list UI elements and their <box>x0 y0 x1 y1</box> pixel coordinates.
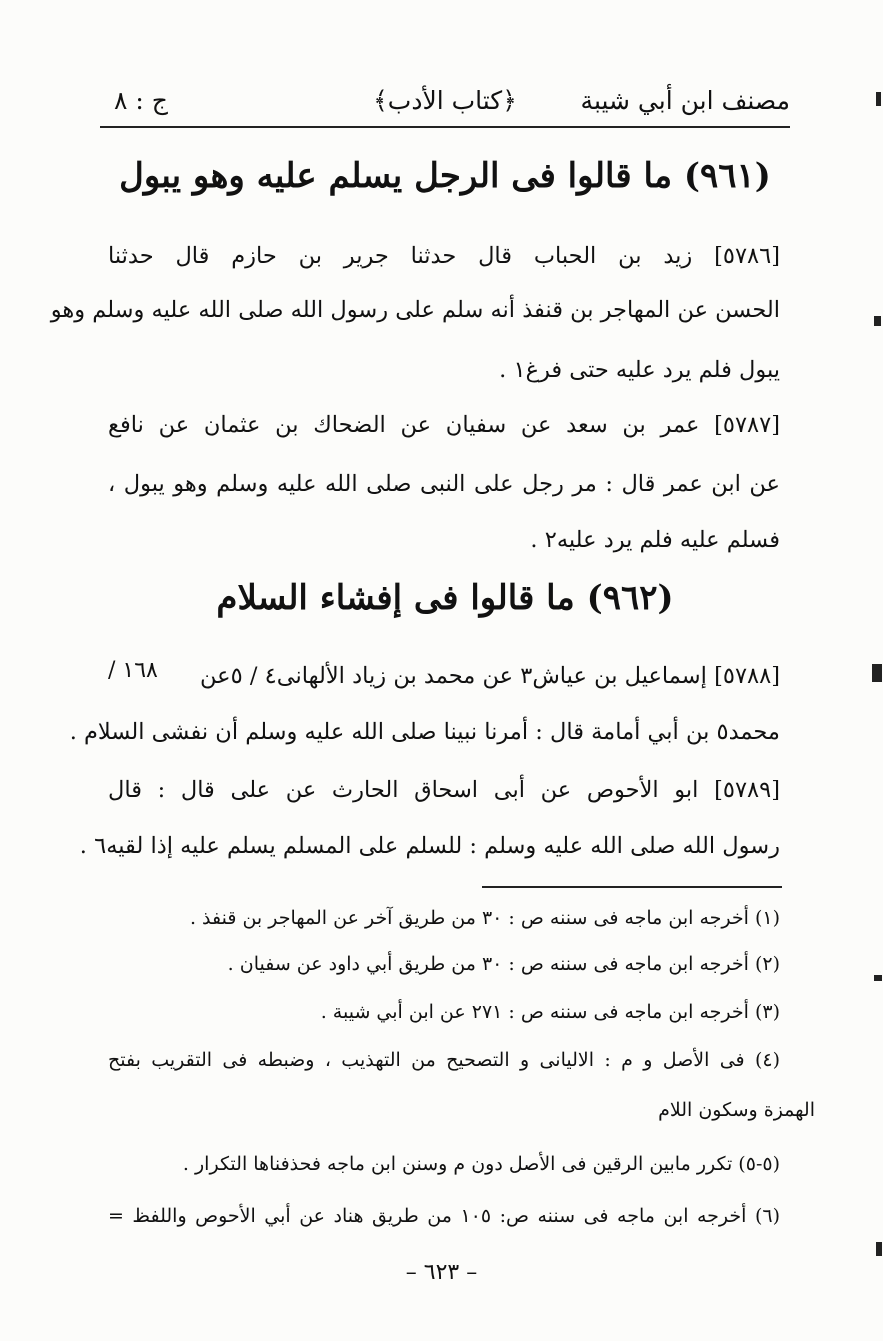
page-number: – ٦٢٣ – <box>405 1260 478 1285</box>
scan-edge-mark <box>876 1242 882 1256</box>
scan-edge-mark <box>876 92 881 106</box>
footnote: (١) أخرجه ابن ماجه فى سننه ص : ٣٠ من طريق آخر عن المهاجر بن قنفذ . <box>189 907 780 929</box>
volume-number: ج : ٨ <box>114 86 168 115</box>
footnote-separator <box>482 886 782 888</box>
text-line: فسلم عليه فلم يرد عليه٢ . <box>530 527 780 553</box>
text-line: الحسن عن المهاجر بن قنفذ أنه سلم على رسول الله صلى الله عليه وسلم وهو <box>50 297 780 323</box>
footnote: (٥-٥) تكرر مابين الرقين فى الأصل دون م وسنن ابن ماجه فحذفناها التكرار . <box>182 1153 780 1175</box>
running-header <box>100 80 790 128</box>
text-line: [٥٧٨٨] إسماعيل بن عياش٣ عن محمد بن زياد الألهانى٤ / ٥عن <box>200 663 780 689</box>
book-title: مصنف ابن أبي شيبة <box>580 86 790 115</box>
footnote: (٦) أخرجه ابن ماجه فى سننه ص: ١٠٥ من طريق هناد عن أبي الأحوص واللفظ = <box>108 1205 780 1227</box>
folio-margin-note: ١٦٨ / <box>108 658 158 683</box>
chapter-heading: (٩٦١) ما قالوا فى الرجل يسلم عليه وهو يبول <box>119 156 771 196</box>
text-line: رسول الله صلى الله عليه وسلم : للسلم على المسلم يسلم عليه إذا لقيه٦ . <box>79 833 780 859</box>
text-line: محمد٥ بن أبي أمامة قال : أمرنا نبينا صلى الله عليه وسلم أن نفشى السلام . <box>69 719 780 745</box>
scan-edge-mark <box>874 975 882 981</box>
text-line: عن ابن عمر قال : مر رجل على النبى صلى الله عليه وسلم وهو يبول ، <box>108 471 780 497</box>
section-title: ﴿كتاب الأدب﴾ <box>373 86 517 115</box>
text-line: [٥٧٨٦] زيد بن الحباب قال حدثنا جرير بن حازم قال حدثنا <box>108 243 780 269</box>
chapter-heading: (٩٦٢) ما قالوا فى إفشاء السلام <box>216 578 674 618</box>
footnote: (٣) أخرجه ابن ماجه فى سننه ص : ٢٧١ عن ابن أبي شيبة . <box>320 1001 780 1023</box>
scan-edge-mark <box>874 316 881 326</box>
footnote: (٢) أخرجه ابن ماجه فى سننه ص : ٣٠ من طريق أبي داود عن سفيان . <box>227 953 780 975</box>
text-line: [٥٧٨٧] عمر بن سعد عن سفيان عن الضحاك بن عثمان عن نافع <box>108 412 780 438</box>
text-line: يبول فلم يرد عليه حتى فرغ١ . <box>499 357 780 383</box>
footnote: الهمزة وسكون اللام <box>658 1099 815 1121</box>
scan-edge-mark <box>872 664 882 682</box>
text-line: [٥٧٨٩] ابو الأحوص عن أبى اسحاق الحارث عن على قال : قال <box>108 777 780 803</box>
footnote: (٤) فى الأصل و م : الاليانى و التصحيح من التهذيب ، وضبطه فى التقريب بفتح <box>108 1049 780 1071</box>
